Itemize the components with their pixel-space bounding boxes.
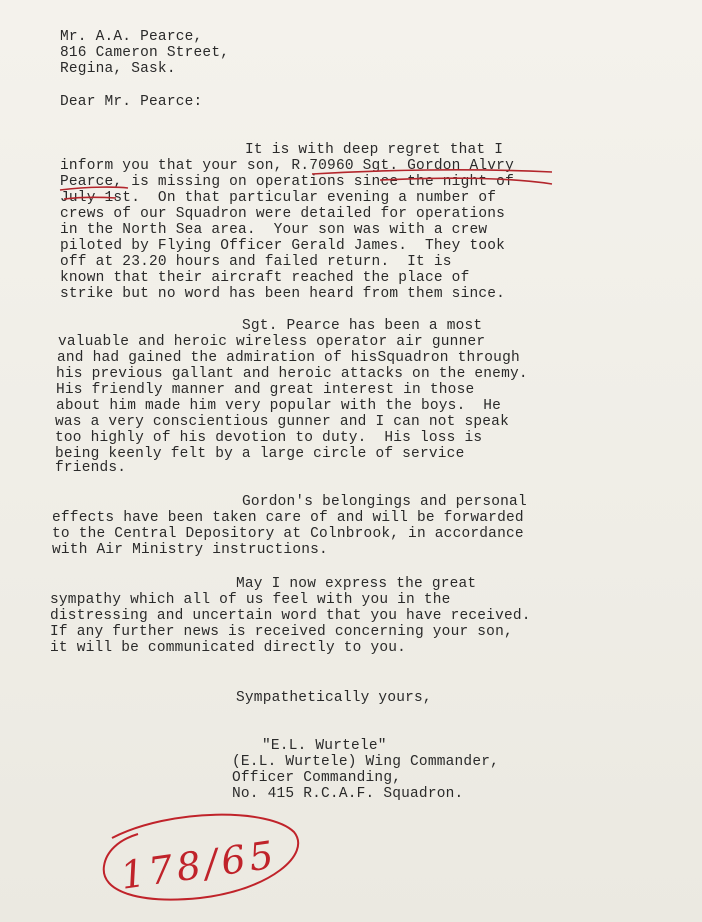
paragraph-line: was a very conscientious gunner and I can not speak [55,414,509,430]
paragraph-line: Gordon's belongings and personal [242,494,527,510]
signature-role: Officer Commanding, [232,770,402,786]
paragraph-line: effects have been taken care of and will be forwarded [52,510,524,526]
paragraph-line: to the Central Depository at Colnbrook, in accordance [52,526,524,542]
recipient-name: Mr. A.A. Pearce, [60,29,203,45]
paragraph-line: July 1st. On that particular evening a number of [60,190,497,206]
paragraph-line: about him made him very popular with the boys. He [56,398,502,414]
paragraph-line: and had gained the admiration of hisSquadron through [57,350,520,366]
paragraph-line: being keenly felt by a large circle of service [55,446,465,462]
paragraph-line: Pearce, is missing on operations since the night of [60,174,514,190]
file-number-annotation: 178/65 [117,832,281,898]
paragraph-line: in the North Sea area. Your son was with a crew [60,222,488,238]
paragraph-line: His friendly manner and great interest in those [56,382,475,398]
paragraph-line: May I now express the great [236,576,477,592]
paragraph-line: strike but no word has been heard from them since. [60,286,506,302]
paragraph-line: valuable and heroic wireless operator air gunner [58,334,486,350]
paragraph-line: sympathy which all of us feel with you in the [50,592,451,608]
recipient-street: 816 Cameron Street, [60,45,230,61]
recipient-city: Regina, Sask. [60,61,176,77]
paragraph-line: Sgt. Pearce has been a most [242,318,483,334]
signature-name-title: (E.L. Wurtele) Wing Commander, [232,754,500,770]
signature-unit: No. 415 R.C.A.F. Squadron. [232,786,464,802]
closing: Sympathetically yours, [236,690,432,706]
paragraph-line: his previous gallant and heroic attacks on the enemy. [56,366,528,382]
paragraph-line: too highly of his devotion to duty. His loss is [55,430,483,446]
signature-signed: "E.L. Wurtele" [262,738,387,754]
paragraph-line: It is with deep regret that I [245,142,504,158]
paragraph-line: piloted by Flying Officer Gerald James. They took [60,238,506,254]
paragraph-line: off at 23.20 hours and failed return. It is [60,254,452,270]
paragraph-line: crews of our Squadron were detailed for operations [60,206,506,222]
paragraph-line: inform you that your son, R.70960 Sgt. Gordon Alvry [60,158,514,174]
paragraph-line: known that their aircraft reached the place of [60,270,470,286]
salutation: Dear Mr. Pearce: [60,94,203,110]
paragraph-line: If any further news is received concerning your son, [50,624,513,640]
paragraph-line: friends. [55,460,127,476]
paragraph-line: it will be communicated directly to you. [50,640,407,656]
paragraph-line: distressing and uncertain word that you have received. [50,608,531,624]
paragraph-line: with Air Ministry instructions. [52,542,328,558]
